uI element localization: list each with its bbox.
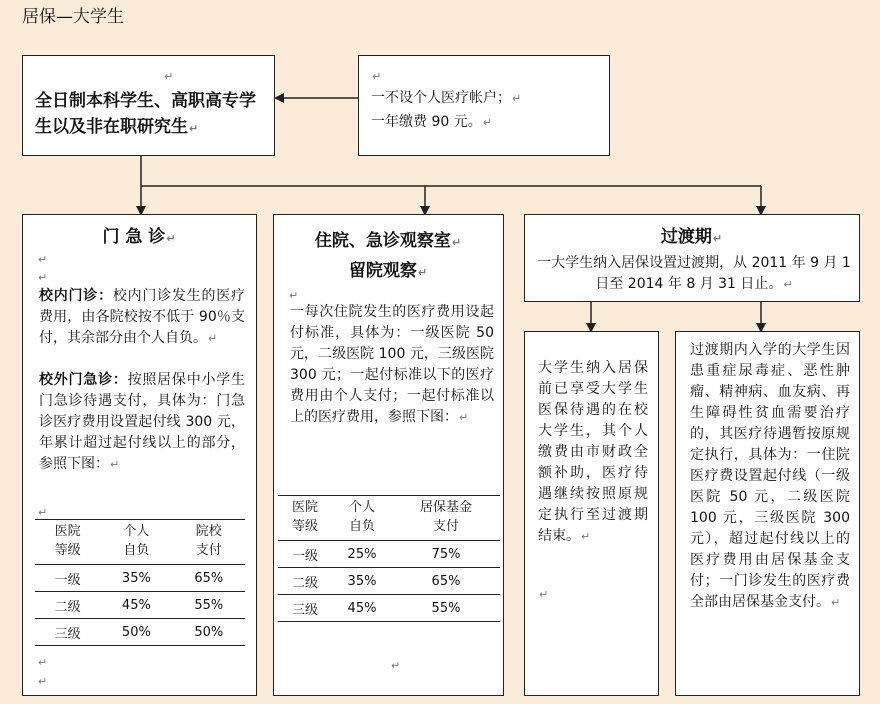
transition-existing-students-box: 大学生纳入居保前已享受大学生医保待遇的在校大学生，其个人缴费由市财政全额补助，医疗待遇继续按照原规定执行至过渡期结束。↵ ↵	[524, 331, 659, 696]
table-header: 居保基金 支付	[392, 496, 500, 541]
table-row: 三级 50% 50%	[35, 619, 245, 646]
new-students-text: 过渡期内入学的大学生因患重症尿毒症、恶性肿瘤、精神病、血友病、再生障碍性贫血需要治疗的，其医疗待遇暂按原规定执行，具体为：一住院医疗费设置起付线（一级医院 50 元，二级医院 100 元，三级医院 300 元），超过起付线以上的医疗费用由居保基金支付；一门诊发生的医疗费全部由居保基金支付。↵	[690, 342, 850, 610]
outpatient-box: 门 急 诊↵ ↵ ↵ 校内门诊：校内门诊发生的医疗费用，由各院校按不低于 90％支付，其余部分由个人自负。↵ 校外门急诊：按照居保中小学生门急诊待遇支付，具体为：门急诊医疗费用设置起付线 300 元，年累计超过起付线以上的部分，参照下图：↵ ↵ 医院 等级 个人 自负 院校 支付 一级 35% 65% 二级 45% 55% 三级 50% 50% ↵ ↵	[22, 214, 257, 696]
transition-period-box	[524, 214, 860, 302]
account-box: ↵ 一不设个人医疗帐户；↵ 一年缴费 90 元。↵	[358, 55, 610, 156]
inpatient-text: 一每次住院发生的医疗费用设起付标准，具体为：一级医院 50 元，二级医院 100 元，三级医院 300 元；一起付标准以下的医疗费用由个人支付；一起付标准以上的医疗费用，参照下图：↵	[290, 304, 494, 425]
account-line-2: 一年缴费 90 元。↵	[371, 114, 492, 130]
target-group-text: 全日制本科学生、高职高专学生以及非在职研究生↵	[35, 91, 256, 137]
target-group-box: ↵ 全日制本科学生、高职高专学生以及非在职研究生↵	[22, 55, 275, 156]
table-header: 院校 支付	[173, 520, 245, 565]
table-header: 医院 等级	[35, 520, 100, 565]
page-title: 居保—大学生	[22, 7, 124, 27]
transition-heading: 过渡期↵	[660, 227, 723, 247]
inpatient-box: 住院、急诊观察室↵ 留院观察↵ ↵ 一每次住院发生的医疗费用设起付标准，具体为：一级医院 50 元，二级医院 100 元，三级医院 300 元；一起付标准以下的医疗费用由个人支付；一起付标准以上的医疗费用，参照下图：↵ 医院 等级 个人 自负 居保基金 支付 一级 25% 75% 二级 35% 65% 三级 45% 55% ↵	[273, 214, 504, 696]
existing-students-text: 大学生纳入居保前已享受大学生医保待遇的在校大学生，其个人缴费由市财政全额补助，医疗待遇继续按照原规定执行至过渡期结束。↵	[538, 360, 648, 544]
table-row: 二级 35% 65%	[278, 568, 500, 595]
off-campus-clinic-text: 校外门急诊：按照居保中小学生门急诊待遇支付，具体为：门急诊医疗费用设置起付线 300 元，年累计超过起付线以上的部分，参照下图：↵	[39, 372, 246, 472]
table-row: 一级 25% 75%	[278, 541, 500, 568]
transition-intro: 一大学生纳入居保设置过渡期，从 2011 年 9 月 1 日至 2014 年 8 月 31 日止。↵	[537, 255, 851, 292]
table-row: 三级 45% 55%	[278, 595, 500, 622]
account-line-1: 一不设个人医疗帐户；↵	[371, 90, 522, 106]
table-row: 二级 45% 55%	[35, 592, 245, 619]
inpatient-rate-table	[278, 495, 500, 622]
transition-new-students-box	[675, 331, 860, 696]
table-header: 个人 自负	[100, 520, 172, 565]
table-header: 医院 等级	[278, 496, 332, 541]
in-school-clinic-text: 校内门诊：校内门诊发生的医疗费用，由各院校按不低于 90％支付，其余部分由个人自负。↵	[39, 288, 246, 346]
outpatient-rate-table	[35, 519, 245, 646]
table-row: 一级 35% 65%	[35, 565, 245, 592]
inpatient-heading: 住院、急诊观察室↵ 留院观察↵	[314, 231, 462, 281]
outpatient-heading: 门 急 诊↵	[102, 227, 176, 247]
table-header: 个人 自负	[332, 496, 392, 541]
